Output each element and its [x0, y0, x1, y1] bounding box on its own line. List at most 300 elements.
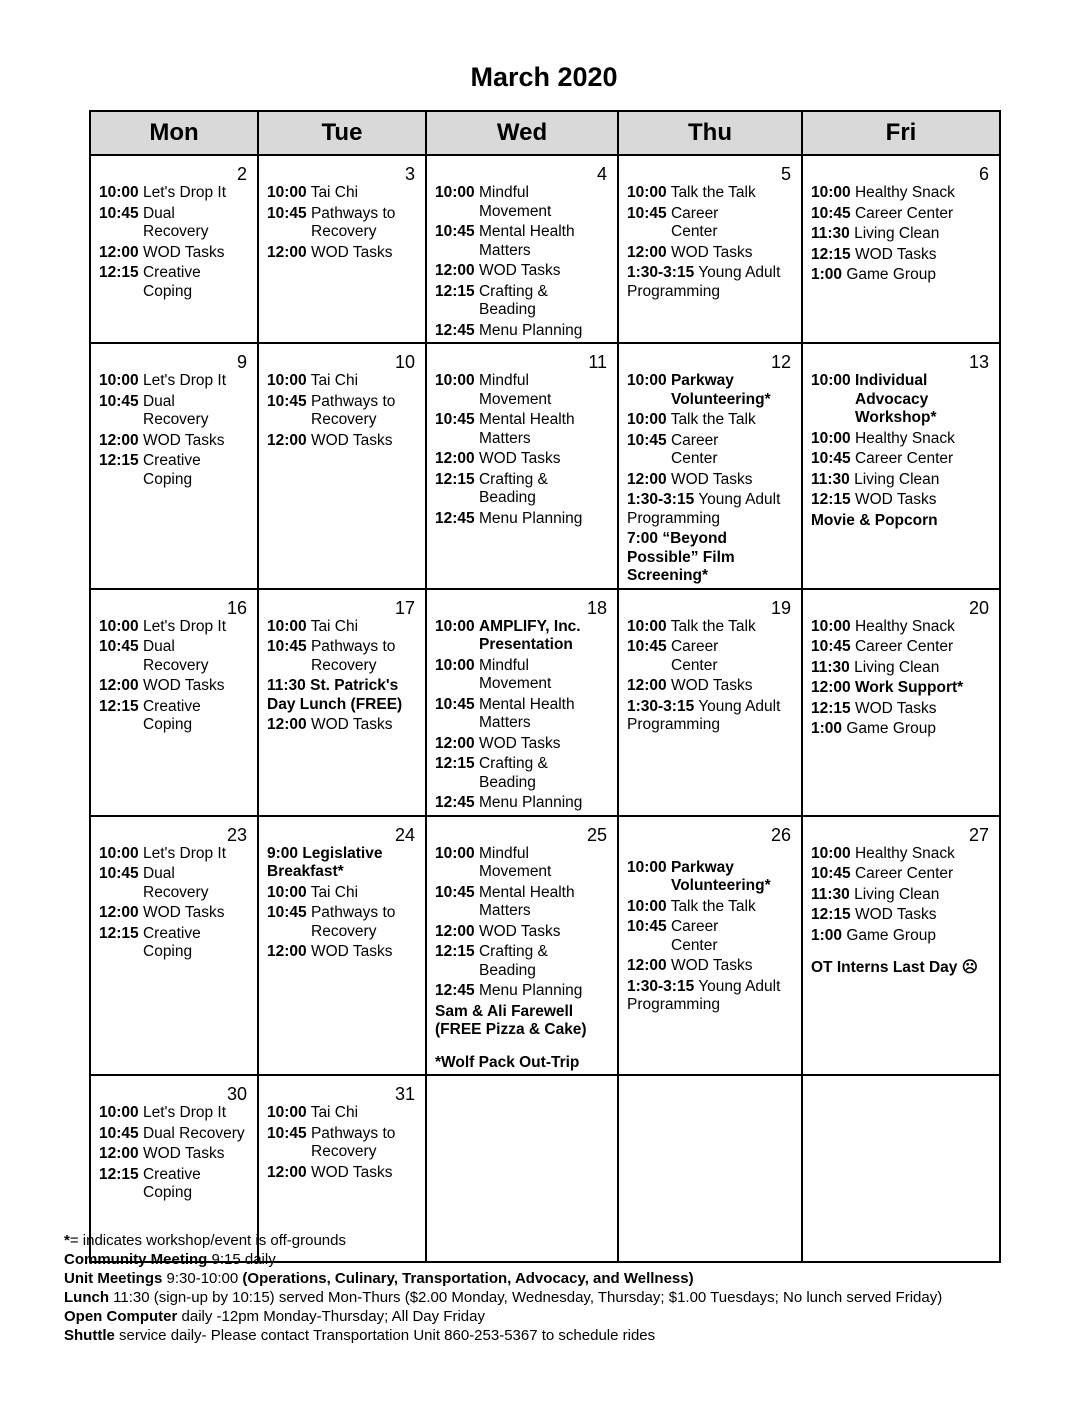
- footer-notes: [64, 1231, 942, 1345]
- event-item: [811, 906, 991, 925]
- event-title: Crafting &: [478, 282, 548, 300]
- weekday-header-mon: Mon: [90, 111, 258, 155]
- event-time: 11:30: [811, 470, 850, 488]
- event-item: [435, 884, 609, 921]
- event-time: 10:45: [99, 204, 139, 222]
- event-title: Young Adult Programming: [627, 491, 781, 527]
- event-item: [267, 677, 417, 714]
- day-number: 11: [588, 352, 607, 372]
- event-title: Mental Health: [478, 883, 575, 901]
- event-title: Tai Chi: [310, 184, 359, 201]
- day-number: 31: [394, 1084, 415, 1104]
- event-time: 10:00: [811, 617, 851, 635]
- event-item: [435, 618, 609, 655]
- event-title: Mental Health: [478, 411, 575, 428]
- event-title-continuation: Beading: [479, 773, 536, 791]
- event-item: [99, 264, 249, 301]
- event-title-continuation: Coping: [143, 282, 193, 300]
- event-title: Dual: [142, 865, 175, 882]
- event-time: 10:00: [627, 184, 667, 201]
- event-title: WOD Tasks: [142, 677, 225, 694]
- event-time: 10:00: [627, 858, 667, 876]
- event-time: 12:15: [435, 943, 475, 960]
- event-time: 12:15: [99, 452, 139, 469]
- event-time: 12:15: [811, 906, 851, 923]
- day-number: 4: [596, 164, 607, 184]
- event-item: [811, 659, 991, 678]
- day-cell-content: [427, 344, 617, 528]
- day-cell: [618, 589, 802, 816]
- day-cell: [426, 589, 618, 816]
- event-time: 12:45: [435, 794, 475, 811]
- event-item: [627, 432, 793, 469]
- event-item: [627, 677, 793, 696]
- event-title: Talk the Talk: [670, 184, 756, 201]
- day-cell-content: [803, 156, 999, 285]
- event-title-continuation: Center: [671, 936, 718, 954]
- day-cell: [618, 155, 802, 343]
- event-time: 12:00: [627, 470, 667, 488]
- event-item: [267, 372, 417, 391]
- event-time: 10:00: [267, 617, 307, 635]
- event-time: 1:30-3:15: [627, 491, 695, 508]
- day-cell: [90, 155, 258, 343]
- week-row: [90, 816, 1000, 1076]
- event-item: [267, 1125, 417, 1162]
- event-title: Game Group: [846, 720, 936, 737]
- event-title: WOD Tasks: [854, 906, 937, 923]
- event-item: [99, 184, 249, 203]
- event-title: Young Adult Programming: [627, 977, 781, 1013]
- event-time: 10:00: [267, 1104, 307, 1121]
- event-title: Living Clean: [854, 885, 940, 903]
- event-title: St. Patrick's Day Lunch (FREE): [267, 677, 403, 713]
- event-item: [435, 471, 609, 508]
- event-title: Dual Recovery: [142, 1124, 245, 1142]
- event-time: 12:00: [99, 431, 139, 449]
- event-time: 10:45: [627, 918, 667, 935]
- event-item: [267, 1164, 417, 1183]
- event-time: 11:30: [811, 658, 850, 676]
- event-item: [267, 432, 417, 451]
- event-time: 10:00: [811, 184, 851, 201]
- event-title: Career: [670, 431, 719, 449]
- footer-line-label: Shuttle: [64, 1327, 115, 1344]
- event-item: [435, 696, 609, 733]
- event-time: 12:15: [99, 1165, 139, 1183]
- event-time: 12:15: [811, 699, 851, 717]
- event-time: 12:00: [627, 677, 667, 694]
- footer-line-text: daily -12pm Monday-Thursday; All Day Friday: [177, 1308, 485, 1325]
- event-item: [435, 657, 609, 694]
- event-item: [99, 677, 249, 696]
- event-item: [627, 698, 793, 735]
- day-cell-content: [619, 156, 801, 301]
- event-title: WOD Tasks: [854, 245, 937, 263]
- event-title: Menu Planning: [478, 321, 583, 339]
- event-title: WOD Tasks: [142, 243, 225, 261]
- event-item: [435, 943, 609, 980]
- day-number: 27: [968, 824, 989, 845]
- day-cell-content: [427, 817, 617, 1073]
- event-time: 12:00: [811, 679, 851, 696]
- event-title: WOD Tasks: [310, 943, 393, 960]
- event-time: 10:45: [267, 204, 307, 222]
- weekday-header-wed: Wed: [426, 111, 618, 155]
- event-title-continuation: Recovery: [311, 411, 377, 428]
- event-item: [99, 638, 249, 675]
- event-item: [811, 491, 991, 510]
- event-title: *Wolf Pack Out-Trip: [435, 1053, 580, 1071]
- event-time: 12:00: [435, 922, 475, 940]
- event-time: 1:30-3:15: [627, 264, 695, 281]
- event-title: Tai Chi: [310, 1104, 359, 1121]
- event-item: [435, 845, 609, 882]
- event-time: 10:45: [267, 904, 307, 921]
- event-time: 1:00: [811, 926, 843, 944]
- day-cell-content: [803, 590, 999, 739]
- event-title-continuation: Recovery: [311, 1143, 377, 1160]
- event-title: WOD Tasks: [478, 734, 561, 752]
- event-item: [267, 244, 417, 263]
- event-title-continuation: Recovery: [143, 411, 209, 428]
- event-time: 12:00: [99, 243, 139, 261]
- event-title: Pathways to: [310, 638, 396, 655]
- event-title-continuation: Volunteering*: [671, 390, 771, 408]
- day-cell-content: [259, 1076, 425, 1182]
- event-title: Let's Drop It: [142, 844, 227, 862]
- event-item: [267, 884, 417, 903]
- footer-line-text: service daily- Please contact Transportation Unit 860-253-5367 to schedule rides: [114, 1327, 656, 1344]
- event-time: 10:00: [435, 656, 475, 674]
- event-item: [435, 184, 609, 221]
- event-item: [435, 923, 609, 942]
- event-item: [627, 978, 793, 1015]
- event-item: [811, 886, 991, 905]
- event-time: 10:45: [99, 638, 139, 655]
- event-item: [99, 452, 249, 489]
- event-time: 10:00: [811, 372, 851, 389]
- event-time: 11:30: [811, 885, 850, 903]
- event-title: Let's Drop It: [142, 1104, 227, 1121]
- event-time: 10:00: [267, 883, 307, 901]
- event-item: [267, 393, 417, 430]
- event-title: Crafting &: [478, 943, 548, 960]
- event-item: [99, 1104, 249, 1123]
- event-title: Pathways to: [310, 392, 396, 410]
- week-row: [90, 343, 1000, 589]
- event-title: Creative: [142, 452, 201, 469]
- day-cell: [802, 343, 1000, 589]
- event-time: 10:00: [435, 617, 475, 635]
- event-title: Career: [670, 918, 719, 935]
- event-item: [627, 264, 793, 301]
- event-title-continuation: Movement: [479, 390, 552, 408]
- day-cell: [258, 816, 426, 1076]
- event-item: [99, 372, 249, 391]
- event-item: [811, 638, 991, 657]
- event-title-continuation: Beading: [479, 301, 536, 318]
- day-cell-content: [91, 817, 257, 962]
- event-item: [435, 1054, 609, 1073]
- event-time: 10:00: [627, 372, 667, 389]
- day-cell-content: [803, 1076, 999, 1084]
- day-cell: [802, 155, 1000, 343]
- event-item: [811, 372, 991, 428]
- event-title: Dual: [142, 204, 175, 222]
- event-time: 12:00: [627, 243, 667, 261]
- footer-line-label: Open Computer: [64, 1308, 178, 1325]
- event-item: [627, 638, 793, 675]
- event-time: 12:15: [99, 697, 139, 715]
- event-time: 10:45: [811, 450, 851, 467]
- event-item: [811, 720, 991, 739]
- event-title-continuation: Matters: [479, 241, 531, 259]
- event-title: WOD Tasks: [478, 922, 561, 940]
- event-title: WOD Tasks: [142, 1145, 225, 1162]
- event-title: Game Group: [846, 926, 936, 944]
- event-time: 10:00: [267, 372, 307, 389]
- event-item: [435, 262, 609, 281]
- page-title: March 2020: [470, 62, 618, 92]
- event-title: Pathways to: [310, 1124, 396, 1142]
- day-number: 23: [226, 824, 247, 845]
- event-time: 10:00: [435, 184, 475, 201]
- event-title: WOD Tasks: [310, 243, 393, 261]
- event-title: Career: [670, 204, 719, 222]
- event-item: [627, 491, 793, 528]
- event-time: 12:00: [267, 243, 307, 261]
- event-title-continuation: Movement: [479, 202, 552, 220]
- event-title: Mindful: [478, 372, 529, 389]
- event-title: Living Clean: [854, 658, 940, 676]
- event-item: [627, 411, 793, 430]
- event-time: 12:00: [267, 716, 307, 733]
- day-cell: [258, 155, 426, 343]
- event-time: 10:45: [811, 865, 851, 882]
- event-time: 10:45: [811, 204, 851, 222]
- event-item: [627, 957, 793, 976]
- day-cell-content: [619, 590, 801, 735]
- event-time: 10:45: [627, 431, 667, 449]
- event-item: [267, 716, 417, 735]
- event-item: [811, 512, 991, 531]
- event-title: Career: [670, 638, 719, 655]
- day-number: 3: [404, 164, 415, 184]
- day-number: 13: [968, 352, 989, 372]
- event-time: 12:15: [811, 245, 851, 263]
- day-number: 30: [226, 1084, 247, 1104]
- event-title-continuation: Recovery: [143, 223, 209, 240]
- event-title: Dual: [142, 638, 175, 655]
- event-time: 10:00: [99, 844, 139, 862]
- day-cell-content: [619, 1076, 801, 1084]
- event-title-continuation: Recovery: [311, 656, 377, 674]
- day-cell: [258, 589, 426, 816]
- event-title: Career Center: [854, 865, 954, 882]
- event-title-continuation: Center: [671, 450, 718, 467]
- event-title: Mindful: [478, 656, 529, 674]
- event-item: [99, 205, 249, 242]
- event-title: WOD Tasks: [142, 431, 225, 449]
- event-time: 10:00: [627, 617, 667, 635]
- event-item: [811, 450, 991, 469]
- event-time: 12:15: [435, 282, 475, 300]
- event-item: [435, 510, 609, 529]
- event-time: 10:45: [811, 638, 851, 655]
- event-title-continuation: Presentation: [479, 636, 573, 653]
- day-number: 17: [394, 597, 415, 618]
- day-cell-content: [259, 817, 425, 962]
- day-cell-content: [91, 156, 257, 301]
- event-title: Career Center: [854, 450, 954, 467]
- day-number: 16: [226, 597, 247, 618]
- event-title: WOD Tasks: [670, 677, 753, 694]
- event-title-continuation: Center: [671, 223, 718, 240]
- event-time: 10:45: [99, 392, 139, 410]
- event-time: 1:00: [811, 720, 843, 737]
- event-time: 12:15: [435, 470, 475, 488]
- event-item: [811, 430, 991, 449]
- event-time: 10:00: [435, 372, 475, 389]
- event-item: [99, 244, 249, 263]
- event-item: [267, 943, 417, 962]
- day-cell: [90, 816, 258, 1076]
- day-cell-content: [91, 344, 257, 489]
- footer-line-text: 9:15 daily: [207, 1251, 276, 1268]
- event-title: Work Support*: [854, 679, 964, 696]
- day-number: 20: [968, 597, 989, 618]
- event-title-continuation: Coping: [143, 716, 193, 733]
- event-title: Menu Planning: [478, 982, 583, 999]
- event-item: [811, 225, 991, 244]
- day-cell-content: [91, 1076, 257, 1203]
- weekday-header-thu: Thu: [618, 111, 802, 155]
- event-title: Crafting &: [478, 470, 548, 488]
- day-cell: [90, 589, 258, 816]
- day-cell-content: [427, 1076, 617, 1084]
- day-cell: [426, 155, 618, 343]
- event-time: 12:45: [435, 509, 475, 527]
- event-time: 10:00: [435, 844, 475, 862]
- event-time: 10:00: [267, 184, 307, 201]
- event-title-continuation: Movement: [479, 863, 552, 880]
- event-time: 12:45: [435, 321, 475, 339]
- day-cell-content: [619, 817, 801, 1015]
- event-time: 12:15: [99, 264, 139, 281]
- event-title: Mental Health: [478, 223, 575, 240]
- day-number: 10: [394, 352, 415, 372]
- footer-line-text: = indicates workshop/event is off-grounds: [69, 1232, 346, 1249]
- event-item: [435, 982, 609, 1001]
- calendar-grid: [89, 110, 1001, 1263]
- event-time: 10:45: [435, 883, 475, 901]
- event-title: Healthy Snack: [854, 844, 955, 862]
- day-cell: [618, 343, 802, 589]
- event-title: Career Center: [854, 638, 954, 655]
- event-item: [99, 393, 249, 430]
- event-title: Movie & Popcorn: [811, 511, 938, 529]
- event-item: [627, 372, 793, 409]
- event-title: Creative: [142, 1165, 201, 1183]
- day-cell: [258, 343, 426, 589]
- event-item: [811, 679, 991, 698]
- event-title-continuation: Matters: [479, 429, 531, 447]
- event-time: 10:00: [99, 372, 139, 389]
- footer-line: [64, 1307, 942, 1326]
- event-title: Young Adult Programming: [627, 697, 781, 733]
- event-item: [267, 638, 417, 675]
- day-cell-content: [259, 344, 425, 450]
- event-title: Living Clean: [854, 470, 940, 488]
- event-item: [627, 530, 793, 586]
- event-title-continuation: Movement: [479, 675, 552, 692]
- day-number: 6: [978, 164, 989, 184]
- day-number: 26: [770, 824, 791, 845]
- day-cell-content: [259, 590, 425, 735]
- day-number: 18: [586, 597, 607, 618]
- event-item: [627, 471, 793, 490]
- event-time: 10:00: [627, 411, 667, 428]
- footer-line-label: Community Meeting: [64, 1251, 208, 1268]
- weekday-header-fri: Fri: [802, 111, 1000, 155]
- event-title: Parkway: [670, 372, 734, 389]
- event-title: OT Interns Last Day ☹: [811, 959, 978, 976]
- event-time: 12:15: [435, 755, 475, 772]
- day-number: 5: [780, 164, 791, 184]
- footer-line-label: Unit Meetings: [64, 1270, 163, 1287]
- event-item: [267, 845, 417, 882]
- event-time: 10:45: [267, 392, 307, 410]
- event-title: Sam & Ali Farewell (FREE Pizza & Cake): [435, 1002, 587, 1038]
- event-title: Game Group: [846, 266, 936, 283]
- event-title: Living Clean: [854, 225, 940, 242]
- event-title: Talk the Talk: [670, 617, 756, 635]
- footer-line: [64, 1250, 942, 1269]
- event-title: Talk the Talk: [670, 897, 756, 915]
- event-title-continuation: Workshop*: [855, 409, 937, 426]
- event-title: Creative: [142, 264, 201, 281]
- event-time: 10:00: [811, 429, 851, 447]
- event-time: 10:45: [99, 1124, 139, 1142]
- event-item: [267, 205, 417, 242]
- day-cell-content: [259, 156, 425, 262]
- event-title: WOD Tasks: [670, 243, 753, 261]
- event-item: [811, 700, 991, 719]
- event-item: [435, 283, 609, 320]
- day-cell-content: [803, 817, 999, 978]
- event-title: Tai Chi: [310, 372, 359, 389]
- event-time: 12:00: [267, 943, 307, 960]
- event-time: 11:30: [267, 677, 306, 694]
- weekday-header-tue: Tue: [258, 111, 426, 155]
- event-time: 10:45: [627, 638, 667, 655]
- event-time: 10:45: [435, 223, 475, 240]
- event-title: Pathways to: [310, 204, 396, 222]
- event-title: AMPLIFY, Inc.: [478, 617, 581, 635]
- event-item: [267, 904, 417, 941]
- event-item: [811, 845, 991, 864]
- event-time: 12:00: [267, 431, 307, 449]
- event-item: [99, 698, 249, 735]
- event-item: [99, 845, 249, 864]
- event-item: [99, 1125, 249, 1144]
- event-title: Let's Drop It: [142, 617, 227, 635]
- event-item: [99, 618, 249, 637]
- event-title: Let's Drop It: [142, 372, 227, 389]
- event-title-continuation: Beading: [479, 961, 536, 979]
- event-item: [99, 904, 249, 923]
